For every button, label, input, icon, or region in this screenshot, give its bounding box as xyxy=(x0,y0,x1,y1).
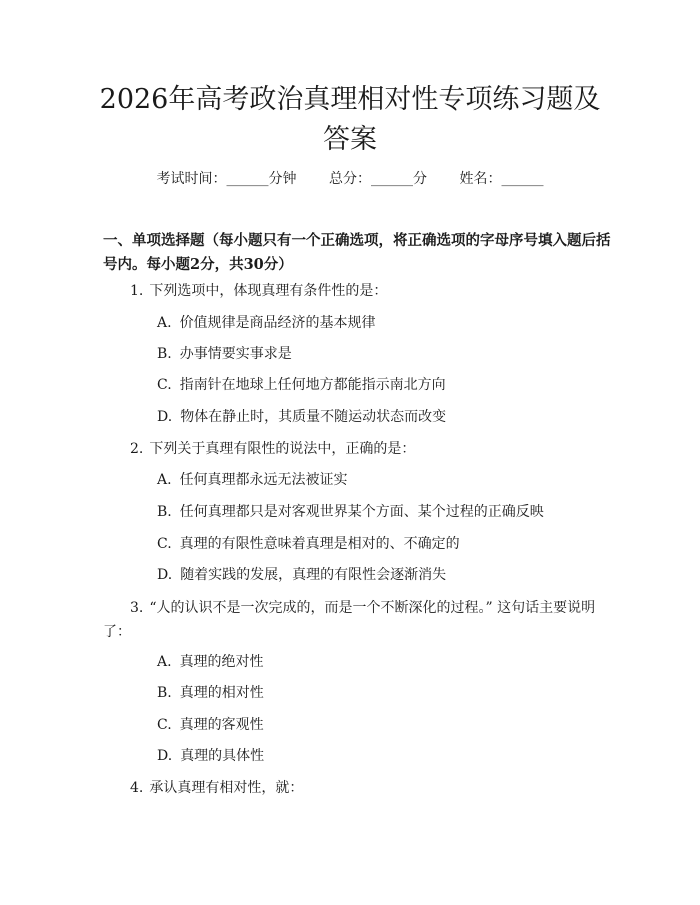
option-letter: D. xyxy=(157,567,173,583)
question-1-option-c xyxy=(157,374,446,396)
total-score-label: 总分： xyxy=(329,171,371,187)
question-2 xyxy=(130,438,415,460)
option-text: 随着实践的发展，真理的有限性会逐渐消失 xyxy=(180,567,447,583)
question-number: 4. xyxy=(130,780,144,796)
option-letter: C. xyxy=(157,717,172,733)
question-text: 下列关于真理有限性的说法中，正确的是： xyxy=(149,441,416,457)
option-letter: A. xyxy=(157,315,172,331)
question-3-option-d xyxy=(157,745,264,767)
option-letter: A. xyxy=(157,654,172,670)
question-number: 3. xyxy=(130,600,144,616)
total-score-blank: ______ xyxy=(371,171,413,187)
exam-time-unit: 分钟 xyxy=(268,171,297,187)
question-3-option-c xyxy=(157,714,264,736)
question-2-option-d xyxy=(157,564,446,586)
total-score-unit: 分 xyxy=(413,171,427,187)
question-1 xyxy=(130,280,387,302)
question-1-option-a xyxy=(157,312,376,334)
question-3-option-a xyxy=(157,651,264,673)
student-name-label: 姓名： xyxy=(459,171,502,187)
section-heading: 一、单项选择题（每小题只有一个正确选项，将正确选项的字母序号填入题后括号内。每小题2分，共30分） xyxy=(103,232,611,273)
option-letter: D. xyxy=(157,748,173,764)
question-number: 1. xyxy=(130,283,144,299)
option-letter: A. xyxy=(157,472,172,488)
exam-time-label: 考试时间： xyxy=(156,171,227,187)
option-letter: C. xyxy=(157,536,172,552)
question-1-option-d xyxy=(157,406,446,428)
option-text: 物体在静止时，其质量不随运动状态而改变 xyxy=(180,409,447,425)
question-3 xyxy=(103,596,613,644)
option-text: 办事情要实事求是 xyxy=(179,346,292,362)
option-text: 真理的客观性 xyxy=(179,717,264,733)
question-text: 承认真理有相对性，就： xyxy=(149,780,304,796)
option-text: 真理的绝对性 xyxy=(179,654,264,670)
question-text: “人的认识不是一次完成的，而是一个不断深化的过程。” 这句话主要说明了： xyxy=(103,600,596,640)
question-number: 2. xyxy=(130,441,144,457)
option-letter: B. xyxy=(157,346,172,362)
option-text: 任何真理都只是对客观世界某个方面、某个过程的正确反映 xyxy=(179,504,544,520)
question-1-option-b xyxy=(157,343,292,365)
option-text: 真理的相对性 xyxy=(179,685,264,701)
option-letter: B. xyxy=(157,504,172,520)
exam-time-blank: ______ xyxy=(226,171,269,187)
option-text: 价值规律是商品经济的基本规律 xyxy=(179,315,376,331)
option-letter: B. xyxy=(157,685,172,701)
question-3-option-b xyxy=(157,682,264,704)
exam-info xyxy=(0,170,700,188)
option-text: 任何真理都永远无法被证实 xyxy=(179,472,348,488)
option-letter: D. xyxy=(157,409,173,425)
question-4 xyxy=(130,777,303,799)
student-name-blank: ______ xyxy=(501,171,544,187)
option-text: 指南针在地球上任何地方都能指示南北方向 xyxy=(179,377,446,393)
question-2-option-c xyxy=(157,533,460,555)
option-letter: C. xyxy=(157,377,172,393)
question-text: 下列选项中，体现真理有条件性的是： xyxy=(149,283,388,299)
student-name-field xyxy=(459,171,543,187)
exam-time-field xyxy=(157,171,297,187)
total-score-field xyxy=(329,171,427,187)
question-2-option-b xyxy=(157,501,544,523)
option-text: 真理的具体性 xyxy=(180,748,265,764)
question-2-option-a xyxy=(157,469,348,491)
document-title: 2026年高考政治真理相对性专项练习题及答案 xyxy=(99,84,601,155)
option-text: 真理的有限性意味着真理是相对的、不确定的 xyxy=(179,536,460,552)
